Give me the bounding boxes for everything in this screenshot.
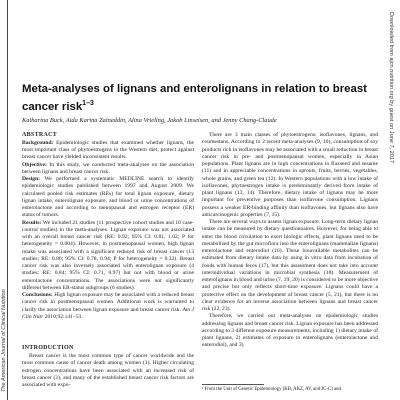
title-footnote-marker: 1–3 [82,99,94,107]
design-text: We performed a systematic MEDLINE search to identify epidemiologic studies published between 1997 and August 2009. We calculated pooled risk estimates (REs) for total lignan exposure, dietary lignan intake, enterolignan exposure, and blood or urine concentrations of enterolactone and according to menopausal and estrogen receptor (ER) status of tumors. [22,176,194,219]
article-title-text: Meta-analyses of lignans and enterolignans in relation to breast cancer risk [22,83,367,113]
abstract-conclusions [22,292,194,321]
margin-rule [7,0,8,400]
design-label: Design: [22,176,41,182]
abstract-background [22,140,194,162]
footnote-rule [202,384,264,385]
citation-journal: Am J Clin Nutr [22,306,194,320]
journal-side-label: The American Journal of Clinical Nutrition [1,289,7,392]
body-paragraph-2: There are several ways to assess lignan exposure. Long-term dietary lignan intake can be measured by dietary questionnaires. However, for being able to enter the blood circulation to exert biologic effects, plant lignans need to be metabolized by the gut microflora into the enterolignans (mammalian lignans) enterolactone and enterodiol (16). These bioavailable metabolites can be estimated from dietary intake data by using in vitro data from incubation of foods with human feces (17), but this assessment does not take into account interindividual variations in microbial synthesis (18). Measurement of enterolignans in blood and urine (7, 19, 20) is considered to be more objective and precise but only reflects short-time exposure. Lignans could have a protective effect on the development of breast cancer (5, 21), but there is no clear evidence for an inverse association between lignans and breast cancer risk (22, 23). [202,219,378,312]
abstract-heading: ABSTRACT [22,132,58,138]
body-right-column [202,132,378,350]
conclusions-label: Conclusions: [22,292,53,298]
results-text: We included 21 studies (11 prospective cohort studies and 10 case-control studies) in the meta-analyses. Lignan exposure was not associated with an overall breast cancer risk (RE: 0.92; 95% CI: 0.81, 1.02; P for heterogeneity = 0.004). However, in postmenopausal women, high lignan intake was associated with a significant reduced risk of breast cancer (13 studies; RE: 0.86; 95% CI: 0.78, 0.94; P for heterogeneity = 0.32). Breast cancer risk was also inversely associated with enterolignan exposure (4 studies; RE: 0.84; 95% CI: 0.71, 0.97) but not with blood or urine enterolactone concentrations. The associations were not significantly different between ER-status subgroups (6 studies). [22,219,194,291]
objective-label: Objective: [22,161,47,168]
intro-heading: INTRODUCTION [22,345,74,351]
background-label: Background: [22,139,54,146]
objective-text: In this study, we conducted meta-analyses on the association between lignans and breast cancer risk. [22,161,194,175]
abstract-design [22,176,194,220]
conclusions-text: High lignan exposure may be associated with a reduced breast cancer risk in postmenopausal women. Additional work is warranted to clarify the association between lignan exposure and breast cancer risk. [22,292,194,313]
body-paragraph-1: There are 3 main classes of phytoestrogens: isoflavones, lignans, and coumestans. According to 2 recent meta-analyses (9, 10), consumption of soy products rich in isoflavones may be associated with a small reduction in breast cancer risk in pre- and postmenopausal women, especially in Asian populations. Plant lignans are in high concentrations in flaxseed and sesame (11) and in appreciable concentrations in sprouts, fruits, berries, vegetables, whole grains, and green tea (12). In Western populations with a low intake of isoflavones, phytoestrogen intake is predominantly derived from intake of plant lignans (13, 14). Therefore, dietary intake of lignans may be more important for preventive purposes than isoflavone consumption. Lignans possess a weaker ER-binding affinity than isoflavones, but lignans also have anticarcinogenic properties (7, 15). [202,132,378,218]
intro-paragraph: Breast cancer is the most common type of cancer worldwide and the most common cause of cancer death among women (1). Higher circulating estrogen concentrations have been associated with an increased risk of breast cancer (2), and many of the established breast cancer risk factors are associated with expo- [22,353,194,388]
citation-ref: 2010;92:141–53. [44,313,83,320]
download-side-label: Downloaded from ajcn.nutrition.org by guest on June 7, 2017 [388,12,394,164]
abstract-column [22,132,194,321]
author-list: Katharina Buck, Aida Karina Zaineddin, Alina Vrieling, Jakob Linseisen, and Jenny Chang-Claude [22,117,277,124]
intro-body [22,353,194,389]
abstract-results [22,220,194,293]
background-text: Epidemiologic studies that examined whether lignans, the most important class of phytoestrogens in the Western diet, protect against breast cancer have yielded inconsistent results. [22,139,194,161]
affiliation-footnote: ¹ From the Unit of Genetic Epidemiology (KB, AKZ, AV, and JC-C) and [202,387,341,392]
results-label: Results: [22,219,42,226]
abstract-objective [22,162,194,177]
body-paragraph-3: Therefore, we carried out meta-analyses on epidemiologic studies addressing lignans and breast cancer risk. Lignan exposure has been addressed according to 3 different exposure measurements, including 1) dietary intake of plant lignans, 2) estimates of exposure to enterolignans (enterolactone and enterodiol), and 3) [202,313,378,349]
article-title [22,83,372,114]
